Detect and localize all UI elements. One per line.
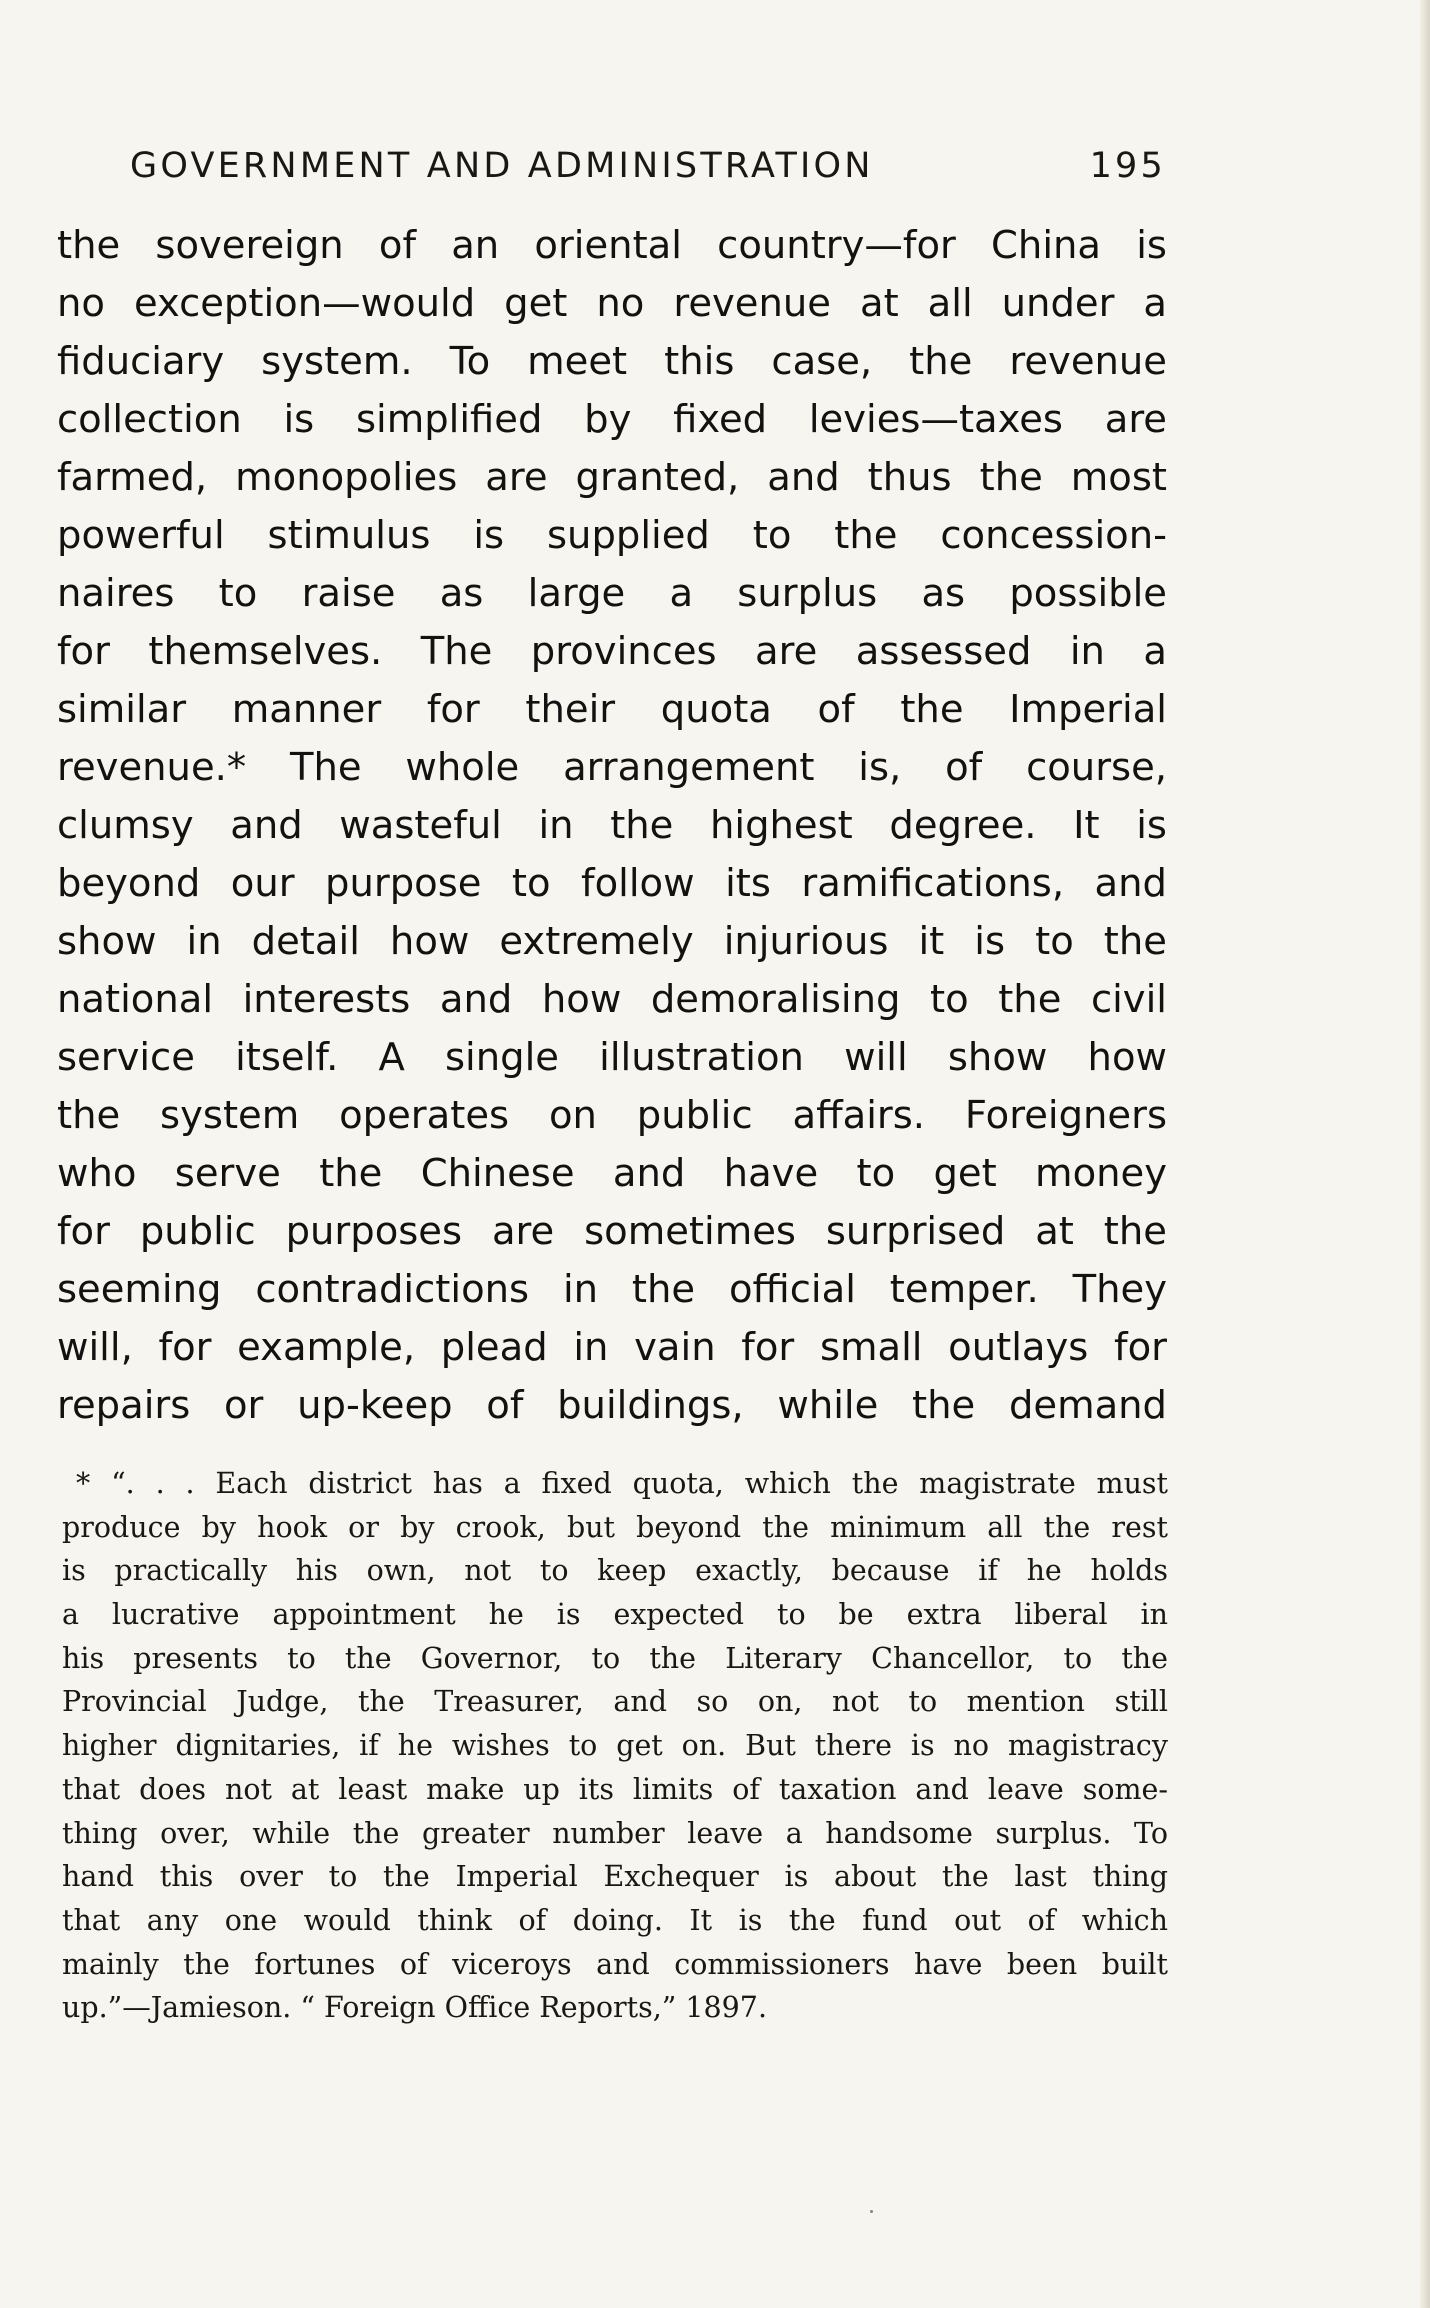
footnote-line: mainly the fortunes of viceroys and commissioners have been built bbox=[62, 1947, 1168, 1981]
body-line: beyond our purpose to follow its ramifications, and bbox=[57, 861, 1167, 906]
body-line: the system operates on public affairs. Foreigners bbox=[57, 1093, 1167, 1138]
footnote-line: hand this over to the Imperial Exchequer is about the last thing bbox=[62, 1860, 1168, 1894]
footnote-line: produce by hook or by crook, but beyond the minimum all the rest bbox=[62, 1510, 1168, 1544]
body-line: no exception—would get no revenue at all under a bbox=[57, 281, 1167, 326]
body-line: clumsy and wasteful in the highest degree. It is bbox=[57, 803, 1167, 848]
body-line: for themselves. The provinces are assessed in a bbox=[57, 629, 1167, 674]
body-line: powerful stimulus is supplied to the concession- bbox=[57, 513, 1167, 558]
body-line: seeming contradictions in the official temper. They bbox=[57, 1267, 1167, 1312]
footnote-line: * “. . . Each district has a fixed quota, which the magistrate must bbox=[76, 1467, 1168, 1500]
body-line: national interests and how demoralising to the civil bbox=[57, 977, 1167, 1022]
body-line: revenue.* The whole arrangement is, of course, bbox=[57, 745, 1167, 790]
body-paragraph bbox=[57, 217, 1167, 1435]
footnote bbox=[62, 1462, 1168, 2030]
body-line: for public purposes are sometimes surprised at the bbox=[57, 1209, 1167, 1254]
footnote-line: Provincial Judge, the Treasurer, and so on, not to mention still bbox=[62, 1685, 1168, 1719]
footnote-line: his presents to the Governor, to the Literary Chancellor, to the bbox=[62, 1641, 1168, 1675]
running-title: GOVERNMENT AND ADMINISTRATION bbox=[130, 146, 874, 186]
running-header bbox=[130, 146, 1166, 196]
footnote-line: up.”—Jamieson. “ Foreign Office Reports,” 1897. bbox=[62, 1991, 767, 2025]
body-line: collection is simplified by fixed levies—taxes are bbox=[57, 397, 1167, 442]
paper-speck bbox=[870, 2210, 873, 2213]
footnote-line: that does not at least make up its limits of taxation and leave some- bbox=[62, 1772, 1168, 1806]
footnote-line: a lucrative appointment he is expected to be extra liberal in bbox=[62, 1598, 1168, 1632]
body-line: will, for example, plead in vain for small outlays for bbox=[57, 1325, 1167, 1370]
body-line: the sovereign of an oriental country—for China is bbox=[57, 223, 1167, 268]
body-line: show in detail how extremely injurious it is to the bbox=[57, 919, 1167, 964]
body-line: service itself. A single illustration will show how bbox=[57, 1035, 1167, 1080]
body-line: repairs or up-keep of buildings, while the demand bbox=[57, 1383, 1167, 1428]
body-line: similar manner for their quota of the Imperial bbox=[57, 687, 1167, 732]
footnote-line: is practically his own, not to keep exactly, because if he holds bbox=[62, 1554, 1168, 1588]
page-gutter-shadow bbox=[1420, 0, 1430, 2308]
body-line: fiduciary system. To meet this case, the revenue bbox=[57, 339, 1167, 384]
footnote-line: that any one would think of doing. It is the fund out of which bbox=[62, 1903, 1168, 1937]
body-line: who serve the Chinese and have to get money bbox=[57, 1151, 1167, 1196]
page-number: 195 bbox=[1089, 146, 1166, 186]
body-line: naires to raise as large a surplus as possible bbox=[57, 571, 1167, 616]
footnote-line: higher dignitaries, if he wishes to get on. But there is no magistracy bbox=[62, 1729, 1168, 1763]
footnote-line: thing over, while the greater number leave a handsome surplus. To bbox=[62, 1816, 1168, 1850]
body-line: farmed, monopolies are granted, and thus the most bbox=[57, 455, 1167, 500]
